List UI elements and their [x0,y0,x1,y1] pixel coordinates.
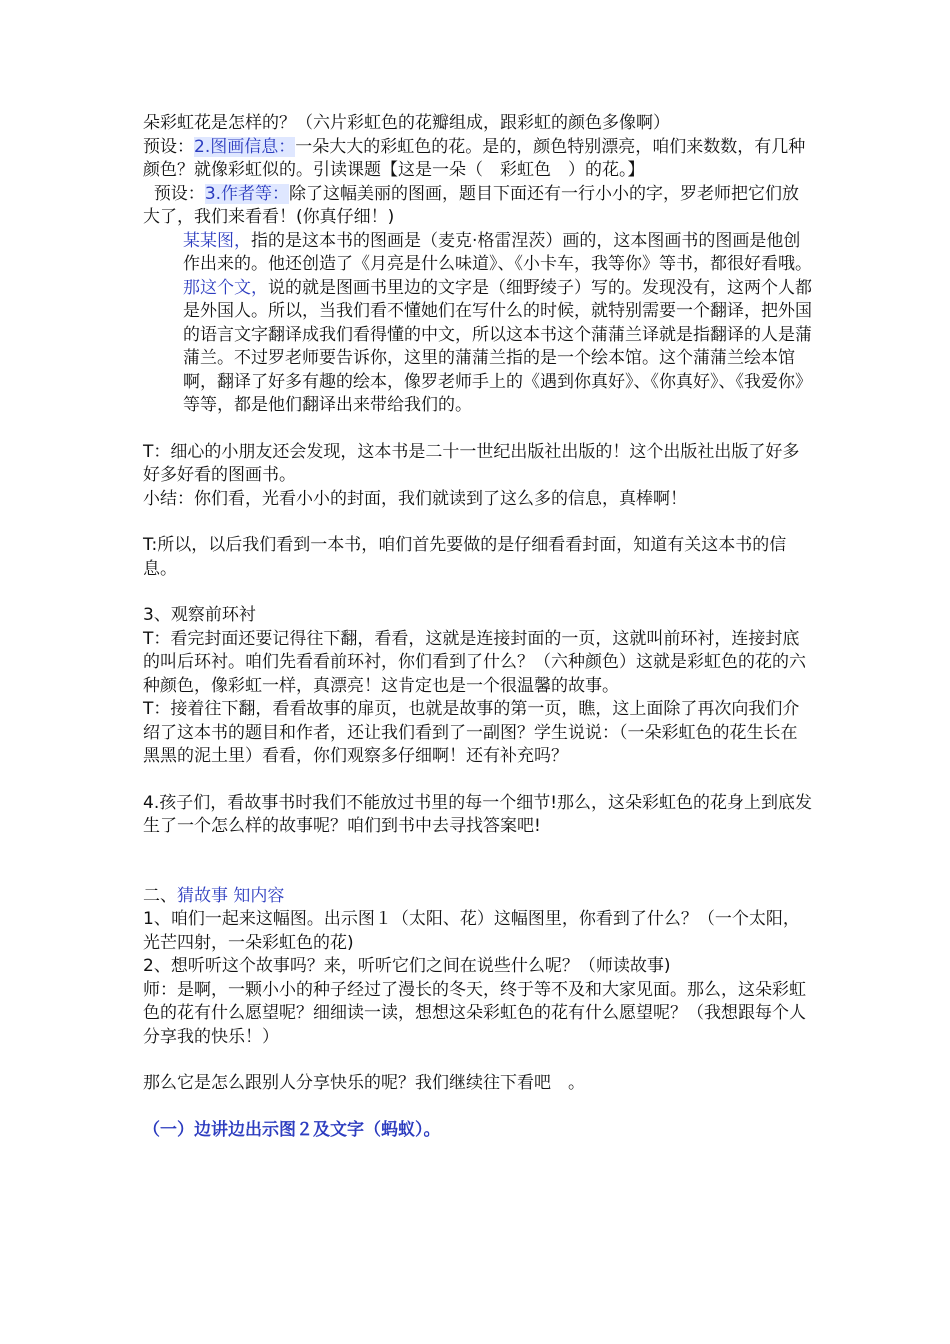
paragraph-writer-translator [143,277,813,418]
subsection-heading-ant: （一）边讲边出示图２及文字（蚂蚁）。 [143,1119,441,1140]
paragraph-children-details: 4.孩子们，看故事书时我们不能放过书里的每一个细节!那么，这朵彩虹色的花身上到底发生了一个怎么样的故事呢？咱们到书中去寻找答案吧! [143,792,813,836]
section-heading-guess-story [143,885,813,909]
paragraph-teacher-wish: 师：是啊，一颗小小的种子经过了漫长的冬天，终于等不及和大家见面。那么，这朵彩虹色的花有什么愿望呢？细细读一读，想想这朵彩虹色的花有什么愿望呢？（我想跟每个人分享我的快乐！） [143,979,806,1047]
title-page-text-d: 看看，你们观察多仔细啊！还有补充吗？ [262,746,568,766]
preset-body: 除了这幅美丽的图画，题目下面还有一行小小的字，罗老师把它们放大了，我们来看看！(你真仔细！) [143,183,800,227]
section-heading-endpaper: 3、观察前环衬 [143,605,256,625]
title-page-text-c: ，还让我们看到了一副图？学生说说：（一朵彩虹色的花生长在黑黑的泥土里） [143,722,798,766]
writer-lead: 那这个文， [183,277,268,298]
illustrator-body: 指的是这本书的图画是（麦克·格雷涅茨）画的，这本图画书的图画是他创作出来的。他还创造了《月亮是什么味道》、《小卡车，我等你》等书，都很好看哦。 [183,230,812,274]
section-number: 二、 [143,885,177,906]
document-body [143,112,813,1142]
picture-info-label: 2.图画信息： [194,136,296,157]
section-title: 猜故事 知内容 [177,885,285,906]
paragraph-rainbow-flower-question: 朵彩虹花是怎样的？（六片彩虹色的花瓣组成，跟彩虹的颜色多像啊） [143,113,670,133]
title-page-text-b: 的题目和作者 [228,722,330,743]
paragraph-picture-one: 1、咱们一起来这幅图。出示图１（太阳、花）这幅图里，你看到了什么？（一个太阳，光芒四射，一朵彩虹色的花) [143,909,800,953]
illustrator-lead: 某某图， [183,230,251,251]
paragraph-publisher: T：细心的小朋友还会发现，这本书是二十一世纪出版社出版的！这个出版社出版了好多好多好看的图画书。 [143,441,800,485]
preset-label: 预设： [143,136,194,157]
paragraph-preset-picture-info [143,136,813,183]
paragraph-endpaper: T：看完封面还要记得往下翻，看看，这就是连接封面的一页，这就叫前环衬，连接封底的叫后环衬。咱们先看看前环衬，你们看到了什么？（六种颜色）这就是彩虹色的花的六种颜色，像彩虹一样，真漂亮！这肯定也是一个很温馨的故事。 [143,628,806,696]
paragraph-illustrator [143,230,813,277]
paragraph-preset-author [143,183,813,230]
paragraph-title-page [143,698,813,769]
paragraph-summary: 小结：你们看，光看小小的封面，我们就读到了这么多的信息，真棒啊！ [143,488,687,509]
author-info-label: 3.作者等： [204,183,290,204]
paragraph-listen-story: 2、想听听这个故事吗？来，听听它们之间在说些什么呢？（师读故事) [143,956,671,976]
writer-body: 说的就是图画书里边的文字是（细野绫子）写的。发现没有，这两个人都是外国人。所以，当我们看不懂她们在写什么的时候，就特别需要一个翻译，把外国的语言文字翻译成我们看得懂的中文，所以这本书这个蒲蒲兰译就是指翻译的人是蒲蒲兰。不过罗老师要告诉你，这里的蒲蒲兰指的是一个绘本馆。这个蒲蒲兰绘本馆啊，翻译了好多有趣的绘本，像罗老师手上的《遇到你真好》、《你真好》、《我爱你》等等，都是他们翻译出来带给我们的。 [183,277,812,415]
preset-body: 一朵大大的彩虹色的花。是的，颜色特别漂亮，咱们来数数，有几种颜色？就像彩虹似的。引读课题【这是一朵（ 彩虹色 ）的花。】 [143,136,806,180]
paragraph-continue: 那么它是怎么跟别人分享快乐的呢？我们继续往下看吧 。 [143,1073,585,1093]
paragraph-cover-tip: T:所以，以后我们看到一本书，咱们首先要做的是仔细看看封面，知道有关这本书的信息。 [143,535,787,579]
preset-label: 预设： [153,183,205,204]
title-page-text-a: T：接着往下翻，看看故事的扉页，也就是故事的第一页，瞧，这上面除了再次向我们介绍了这本书 [143,699,800,743]
